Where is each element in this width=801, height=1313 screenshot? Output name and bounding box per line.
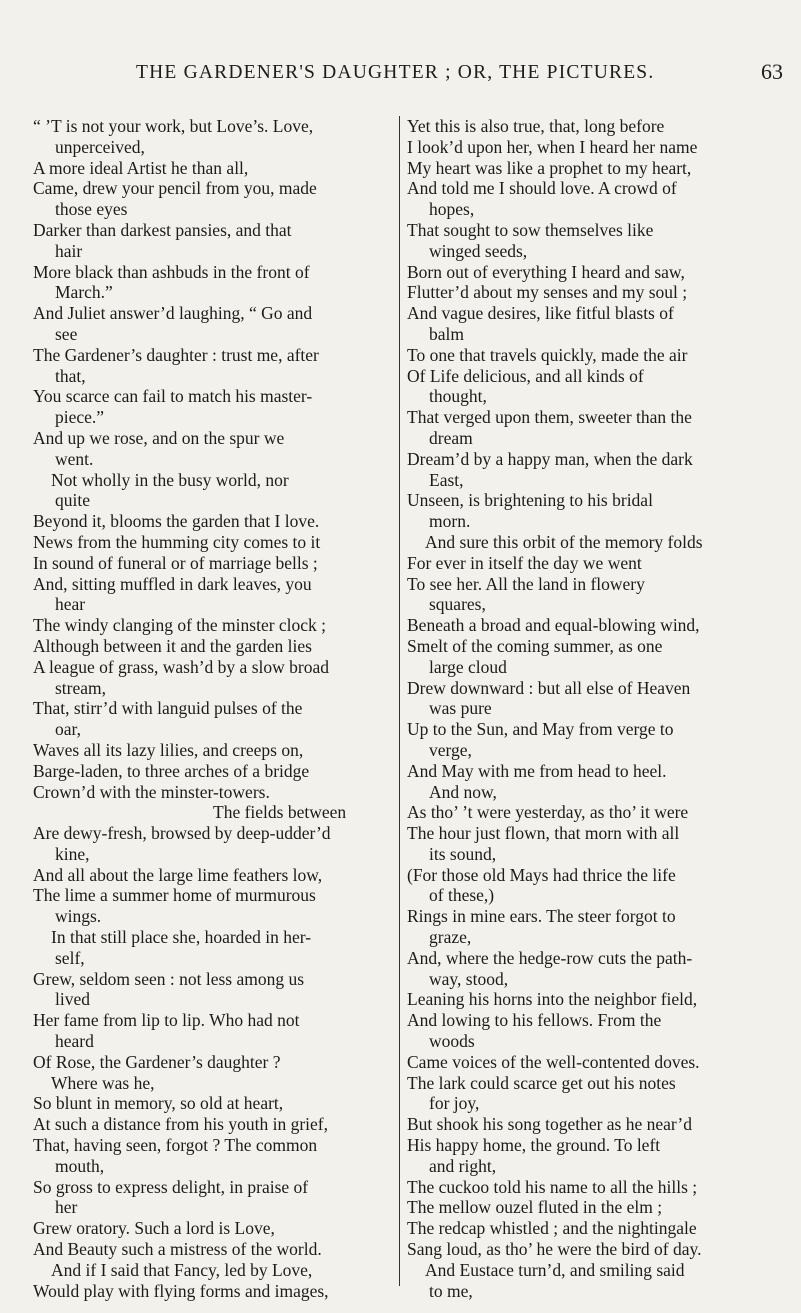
poem-line: to me,	[429, 1280, 473, 1301]
poem-line: News from the humming city comes to it	[33, 531, 321, 552]
poem-line: In that still place she, hoarded in her-	[51, 927, 312, 948]
poem-line: hair	[55, 240, 83, 261]
right-column	[407, 116, 775, 1301]
poem-line: was pure	[429, 698, 492, 719]
poem-line: My heart was like a prophet to my heart,	[407, 157, 692, 178]
poem-line: heard	[55, 1031, 94, 1052]
poem-line: woods	[429, 1031, 475, 1052]
poem-line: its sound,	[429, 843, 497, 864]
column-divider	[399, 116, 400, 1286]
poem-line: Grew oratory. Such a lord is Love,	[33, 1218, 275, 1239]
poem-line: Of Life delicious, and all kinds of	[407, 365, 644, 386]
poem-line: hear	[55, 594, 86, 615]
poem-line: unperceived,	[55, 136, 145, 157]
poem-line: way, stood,	[429, 968, 509, 989]
poem-line: stream,	[55, 677, 107, 698]
poem-line: quite	[55, 490, 90, 511]
poem-line: mouth,	[55, 1155, 105, 1176]
page-header	[0, 59, 801, 92]
poem-line: To see her. All the land in flowery	[407, 573, 645, 594]
poem-line: Not wholly in the busy world, nor	[51, 469, 289, 490]
poem-line: her	[55, 1197, 78, 1218]
poem-line: “ ’T is not your work, but Love’s. Love,	[33, 116, 314, 136]
poem-line: East,	[429, 469, 464, 490]
page-number: 63	[761, 59, 783, 84]
poem-line: And Eustace turn’d, and smiling said	[425, 1259, 685, 1280]
poem-line: Leaning his horns into the neighbor field,	[407, 989, 698, 1010]
poem-line: thought,	[429, 386, 487, 407]
poem-line: those eyes	[55, 199, 128, 220]
poem-line: Dream’d by a happy man, when the dark	[407, 448, 693, 469]
poem-line: Although between it and the garden lies	[33, 635, 312, 656]
poem-line: Born out of everything I heard and saw,	[407, 261, 685, 282]
poem-line: A more ideal Artist he than all,	[33, 157, 249, 178]
poem-line: went.	[55, 448, 94, 469]
poem-line: see	[55, 323, 78, 344]
poem-line: And now,	[429, 781, 497, 802]
poem-line: The lime a summer home of murmurous	[33, 885, 316, 906]
poem-line: Sang loud, as tho’ he were the bird of day.	[407, 1239, 702, 1260]
poem-line: winged seeds,	[429, 240, 528, 261]
poem-line: self,	[55, 947, 85, 968]
poem-line: Darker than darkest pansies, and that	[33, 219, 292, 240]
poem-line: hopes,	[429, 199, 475, 220]
poem-line: Waves all its lazy lilies, and creeps on,	[33, 739, 304, 760]
poem-line: and right,	[429, 1155, 497, 1176]
poem-line: The fields between	[213, 802, 347, 823]
poem-line: oar,	[55, 719, 82, 740]
poem-line: (For those old Mays had thrice the life	[407, 864, 676, 885]
poem-line: The lark could scarce get out his notes	[407, 1072, 676, 1093]
poem-line: To one that travels quickly, made the air	[407, 344, 688, 365]
poem-line: dream	[429, 427, 473, 448]
poem-line: morn.	[429, 511, 471, 532]
running-title: THE GARDENER'S DAUGHTER ; OR, THE PICTURES.	[136, 62, 655, 83]
poem-line: Came, drew your pencil from you, made	[33, 178, 317, 199]
poem-line: Unseen, is brightening to his bridal	[407, 490, 653, 511]
poem-line: for joy,	[429, 1093, 480, 1114]
poem-line: piece.”	[55, 407, 105, 428]
poem-line: balm	[429, 323, 464, 344]
poem-line: At such a distance from his youth in grief,	[33, 1114, 329, 1135]
poem-line: kine,	[55, 843, 90, 864]
poem-line: A league of grass, wash’d by a slow broad	[33, 656, 329, 677]
poem-line: In sound of funeral or of marriage bells ;	[33, 552, 318, 573]
poem-line: And vague desires, like fitful blasts of	[407, 303, 674, 324]
poem-line: large cloud	[429, 656, 507, 677]
poem-line: of these,)	[429, 885, 495, 906]
poem-line: The redcap whistled ; and the nightingale	[407, 1218, 697, 1239]
poem-line: And all about the large lime feathers low,	[33, 864, 323, 885]
poem-line: And told me I should love. A crowd of	[407, 178, 677, 199]
poem-line: Came voices of the well-contented doves.	[407, 1051, 700, 1072]
poem-line: March.”	[55, 282, 113, 303]
poem-line: Grew, seldom seen : not less among us	[33, 968, 305, 989]
poem-line: The Gardener’s daughter : trust me, after	[33, 344, 319, 365]
poem-line: Where was he,	[51, 1072, 155, 1093]
poem-line: And if I said that Fancy, led by Love,	[51, 1259, 313, 1280]
poem-line: And, where the hedge-row cuts the path-	[407, 947, 693, 968]
poem-line: I look’d upon her, when I heard her name	[407, 136, 698, 157]
poem-line: Up to the Sun, and May from verge to	[407, 719, 674, 740]
poem-line: And, sitting muffled in dark leaves, you	[33, 573, 312, 594]
poem-line: And up we rose, and on the spur we	[33, 427, 285, 448]
poem-line: That, having seen, forgot ? The common	[33, 1135, 318, 1156]
poem-line: For ever in itself the day we went	[407, 552, 642, 573]
poem-line: You scarce can fail to match his master-	[33, 386, 313, 407]
poem-line: That sought to sow themselves like	[407, 219, 654, 240]
poem-line: Beneath a broad and equal-blowing wind,	[407, 615, 700, 636]
poem-line: The mellow ouzel fluted in the elm ;	[407, 1197, 663, 1218]
poem-line: And sure this orbit of the memory folds	[425, 531, 703, 552]
poem-line: But shook his song together as he near’d	[407, 1114, 692, 1135]
poem-line: wings.	[55, 906, 102, 927]
poem-line: The windy clanging of the minster clock ;	[33, 615, 327, 636]
poem-line: And Beauty such a mistress of the world.	[33, 1239, 322, 1260]
poem-line: That verged upon them, sweeter than the	[407, 407, 692, 428]
poem-line: Would play with flying forms and images,	[33, 1280, 329, 1301]
poem-line: Of Rose, the Gardener’s daughter ?	[33, 1051, 281, 1072]
poem-line: And Juliet answer’d laughing, “ Go and	[33, 303, 313, 324]
poem-line: Her fame from lip to lip. Who had not	[33, 1010, 300, 1031]
poem-line: So gross to express delight, in praise of	[33, 1176, 309, 1197]
poem-line: Beyond it, blooms the garden that I love.	[33, 511, 320, 532]
poem-line: Barge-laden, to three arches of a bridge	[33, 760, 310, 781]
poem-line: verge,	[429, 739, 472, 760]
poem-line: Drew downward : but all else of Heaven	[407, 677, 691, 698]
poem-line: lived	[55, 989, 90, 1010]
left-column	[33, 116, 392, 1301]
poem-line: that,	[55, 365, 86, 386]
poem-line: Yet this is also true, that, long before	[407, 116, 665, 136]
poem-line: As tho’ ’t were yesterday, as tho’ it were	[407, 802, 689, 823]
poem-line: Smelt of the coming summer, as one	[407, 635, 663, 656]
poem-line: So blunt in memory, so old at heart,	[33, 1093, 284, 1114]
poem-line: More black than ashbuds in the front of	[33, 261, 310, 282]
poem-line: graze,	[429, 927, 472, 948]
poem-line: His happy home, the ground. To left	[407, 1135, 661, 1156]
poem-line: The cuckoo told his name to all the hills ;	[407, 1176, 698, 1197]
poem-line: The hour just flown, that morn with all	[407, 823, 680, 844]
poem-line: Crown’d with the minster-towers.	[33, 781, 270, 802]
poem-line: squares,	[429, 594, 486, 615]
poem-line: And lowing to his fellows. From the	[407, 1010, 662, 1031]
poem-line: And May with me from head to heel.	[407, 760, 667, 781]
poem-line: Are dewy-fresh, browsed by deep-udder’d	[33, 823, 331, 844]
poem-line: That, stirr’d with languid pulses of the	[33, 698, 303, 719]
poem-line: Flutter’d about my senses and my soul ;	[407, 282, 688, 303]
poem-line: Rings in mine ears. The steer forgot to	[407, 906, 676, 927]
